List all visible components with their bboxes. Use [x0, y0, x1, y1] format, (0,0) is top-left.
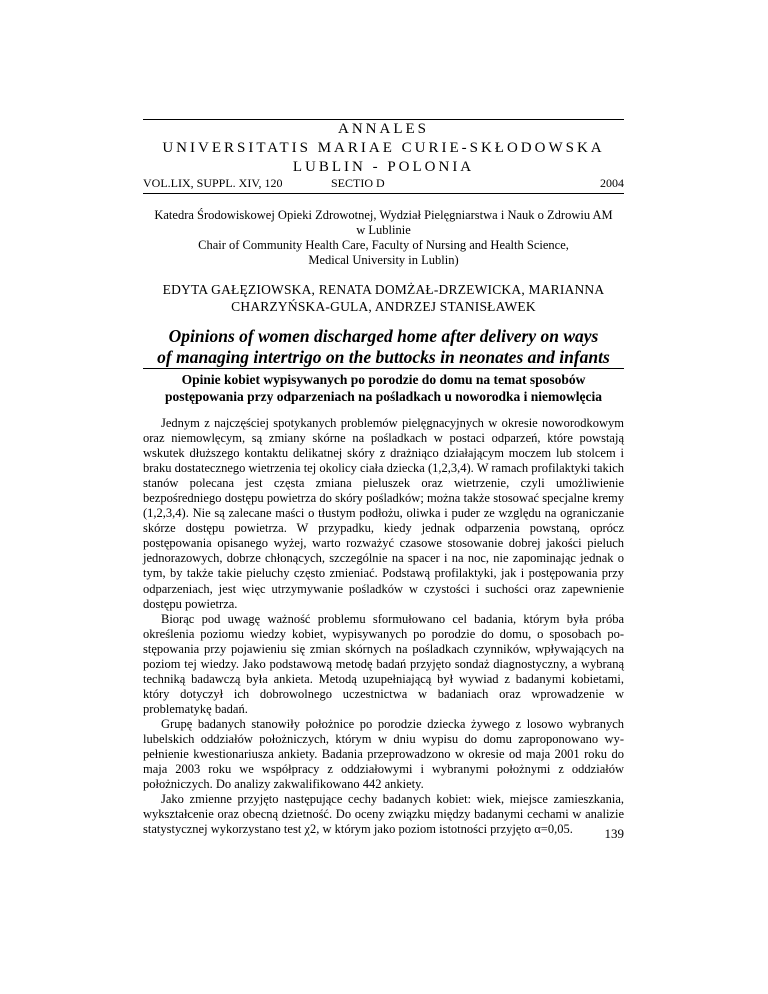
article-title-polish-line-1: Opinie kobiet wypisywanych po porodzie do domu na temat sposobów	[181, 372, 586, 387]
affiliation	[143, 208, 624, 268]
affiliation-en-line-2: Medical University in Lublin)	[308, 253, 459, 267]
journal-meta-row	[143, 176, 624, 190]
journal-year: 2004	[600, 176, 624, 190]
affiliation-pl-line-1: Katedra Środowiskowej Opieki Zdrowotnej, Wydział Pielęgniarstwa i Nauk o Zdrowiu AM	[154, 208, 613, 222]
journal-volume: VOL.LIX, SUPPL. XIV, 120	[143, 176, 283, 190]
page-number: 139	[604, 826, 624, 841]
article-title-polish-line-2: postępowania przy odparzeniach na pośladkach u noworodka i niemowlęcia	[164, 389, 603, 404]
header-bottom-rule	[143, 193, 624, 194]
journal-name-line-1: ANNALES	[338, 121, 429, 137]
title-rule	[143, 368, 624, 369]
body-paragraph: Grupę badanych stanowiły położnice po porodzie dziecka żywego z losowo wybranych lubelskich oddziałów położniczych, którym w dniu wypisu do domu zaproponowano wypełnienie kwestionariusza ankiety. Badania przeprowadzono w okresie od maja 2001 roku do maja 2003 roku we współpracy z oddziałowymi i wybranymi położnymi z oddziałów położniczych. Do analizy zakwalifikowano 442 ankiety.	[143, 716, 624, 792]
article-title-english	[143, 326, 624, 368]
article-title-polish	[143, 371, 624, 405]
authors-line-2: CHARZYŃSKA-GULA, ANDRZEJ STANISŁAWEK	[231, 299, 536, 314]
body-paragraph: Jako zmienne przyjęto następujące cechy badanych kobiet: wiek, miejsce zamieszkania, wykształcenie oraz obecną dzietność. Do oceny związku między badanymi cechami w analizie statystycznej wykorzystano test χ2, w którym jako poziom istotności przyjęto α=0,05.	[143, 792, 624, 837]
article-title-english-line-1: Opinions of women discharged home after delivery on ways	[168, 326, 599, 346]
affiliation-pl-line-2: w Lublinie	[356, 223, 411, 237]
journal-location: LUBLIN - POLONIA	[292, 159, 475, 175]
body-paragraph: Jednym z najczęściej spotykanych problemów pielęgnacyjnych w okresie noworodkowym oraz niemowlęcym, są zmiany skórne na pośladkach w postaci odparzeń, które powstają wskutek dłuższego kontaktu delikatnej skóry z drażniąco działającym moczem lub stolcem i braku dostatecznego wietrzenia tej okolicy ciała dziecka (1,2,3,4). W ramach profilaktyki takich stanów polecana jest częsta zmiana pieluszek oraz wietrzenie, czyli umożliwienie bezpośredniego dostępu powietrza do skóry pośladków; można także stosować specjalne kremy (1,2,3,4). Nie są zalecane maści o tłustym podłożu, oliwka i puder ze względu na ograniczanie skórze dostępu powietrza. W przypadku, kiedy jednak odparzenia powstaną, oprócz postępowania opisanego wyżej, warto rozważyć czasowe stosowanie dobrej jakości pieluch jednorazowych, dobrze chłonących, szczególnie na spacer i na noc, nie zapominając jednak o tym, by także takie pieluchy często zmieniać. Podstawą profilaktyki, jak i postępowania przy odparzeniach, jest więc utrzymywanie pośladków w czystości i suchości oraz zapewnienie dostępu powietrza.	[143, 416, 624, 611]
article-title-english-line-2: of managing intertrigo on the buttocks in neonates and infants	[157, 347, 610, 367]
journal-name-line-2: UNIVERSITATIS MARIAE CURIE-SKŁODOWSKA	[162, 140, 605, 156]
article-body	[143, 416, 624, 837]
journal-section: SECTIO D	[331, 176, 385, 190]
authors	[143, 281, 624, 315]
authors-line-1: EDYTA GAŁĘZIOWSKA, RENATA DOMŻAŁ-DRZEWICKA, MARIANNA	[162, 282, 605, 297]
body-paragraph: Biorąc pod uwagę ważność problemu sformułowano cel badania, którym była próba określenia poziomu wiedzy kobiet, wypisywanych po porodzie do domu, o sposobach postępowania przy pojawieniu się zmian skórnych na pośladkach czynników, wpływających na poziom tej wiedzy. Jako podstawową metodę badań przyjęto sondaż diagnostyczny, a wybraną techniką badawczą była ankieta. Metodą uzupełniającą był wywiad z badanymi kobietami, który dotyczył ich dobrowolnego uczestnictwa w badaniach oraz wprowadzenie w problematykę badań.	[143, 611, 624, 716]
affiliation-en-line-1: Chair of Community Health Care, Faculty of Nursing and Health Science,	[198, 238, 569, 252]
